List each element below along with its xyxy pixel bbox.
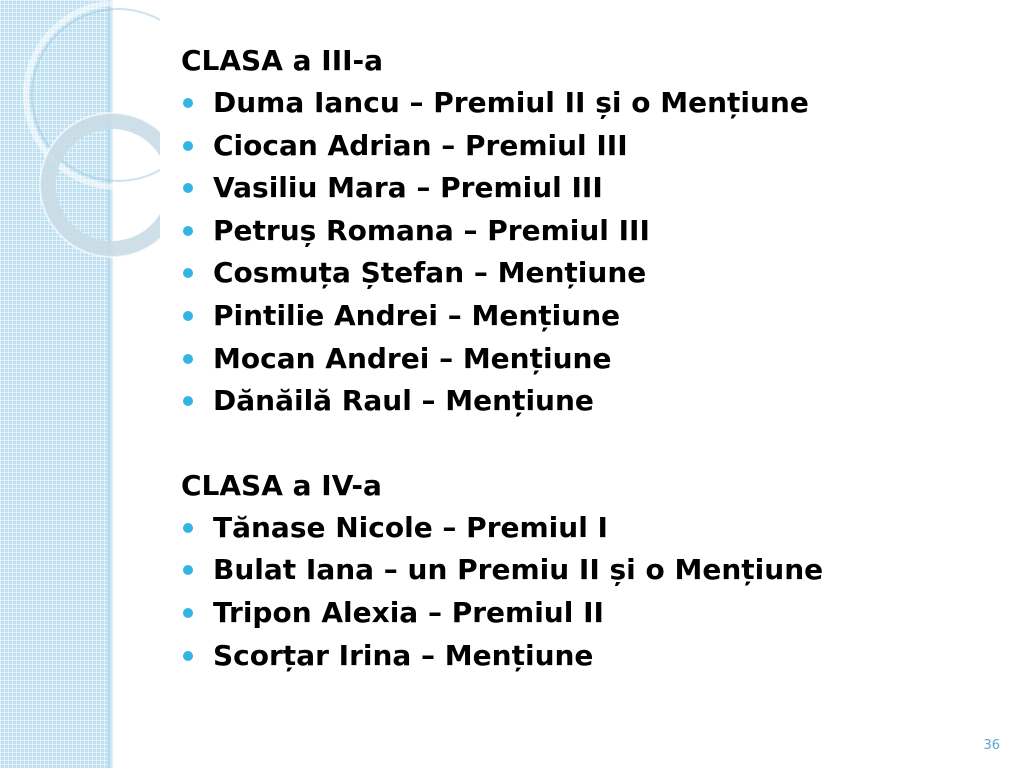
item-text: Duma Iancu – Premiul II și o Mențiune: [213, 86, 809, 119]
bullet-icon: [183, 98, 193, 108]
page-number: 36: [983, 738, 1000, 753]
list-item: [181, 82, 981, 125]
item-text: Vasiliu Mara – Premiul III: [213, 171, 603, 205]
bullet-icon: [183, 354, 193, 364]
item-text: Tănase Nicole – Premiul I: [213, 510, 608, 544]
item-text: Bulat Iana – un Premiu II și o Mențiune: [213, 553, 824, 587]
slide-content: [181, 40, 981, 677]
list-item: [181, 210, 981, 253]
list-item: [181, 338, 981, 381]
decorative-rings-graphic: [0, 0, 160, 260]
section-clasa-3: [181, 40, 981, 423]
award-list: [181, 82, 981, 423]
section-title: CLASA a III-a: [181, 44, 384, 77]
bullet-icon: [183, 651, 193, 661]
bullet-icon: [183, 565, 193, 575]
list-item: [181, 167, 981, 210]
list-item: [181, 592, 981, 635]
award-list: [181, 507, 981, 677]
item-text: Cosmuța Ștefan – Mențiune: [213, 256, 647, 290]
item-text: Mocan Andrei – Mențiune: [213, 341, 612, 375]
bullet-icon: [183, 396, 193, 406]
list-item: [181, 125, 981, 168]
section-gap: [181, 423, 981, 465]
item-text: Tripon Alexia – Premiul II: [213, 595, 604, 629]
bullet-icon: [183, 523, 193, 533]
list-item: [181, 549, 981, 592]
bullet-icon: [183, 183, 193, 193]
item-text: Dănăilă Raul – Mențiune: [213, 384, 594, 418]
list-item: [181, 252, 981, 295]
section-title: CLASA a IV-a: [181, 468, 382, 502]
bullet-icon: [183, 268, 193, 278]
bullet-icon: [183, 608, 193, 618]
bullet-icon: [183, 226, 193, 236]
bullet-icon: [183, 311, 193, 321]
list-item: [181, 507, 981, 550]
item-text: Pintilie Andrei – Mențiune: [213, 298, 621, 332]
list-item: [181, 635, 981, 678]
section-clasa-4: [181, 465, 981, 677]
item-text: Petruș Romana – Premiul III: [213, 213, 650, 247]
list-item: [181, 295, 981, 338]
item-text: Scorțar Irina – Mențiune: [213, 638, 594, 672]
item-text: Ciocan Adrian – Premiul III: [213, 128, 628, 162]
bullet-icon: [183, 141, 193, 151]
list-item: [181, 380, 981, 423]
